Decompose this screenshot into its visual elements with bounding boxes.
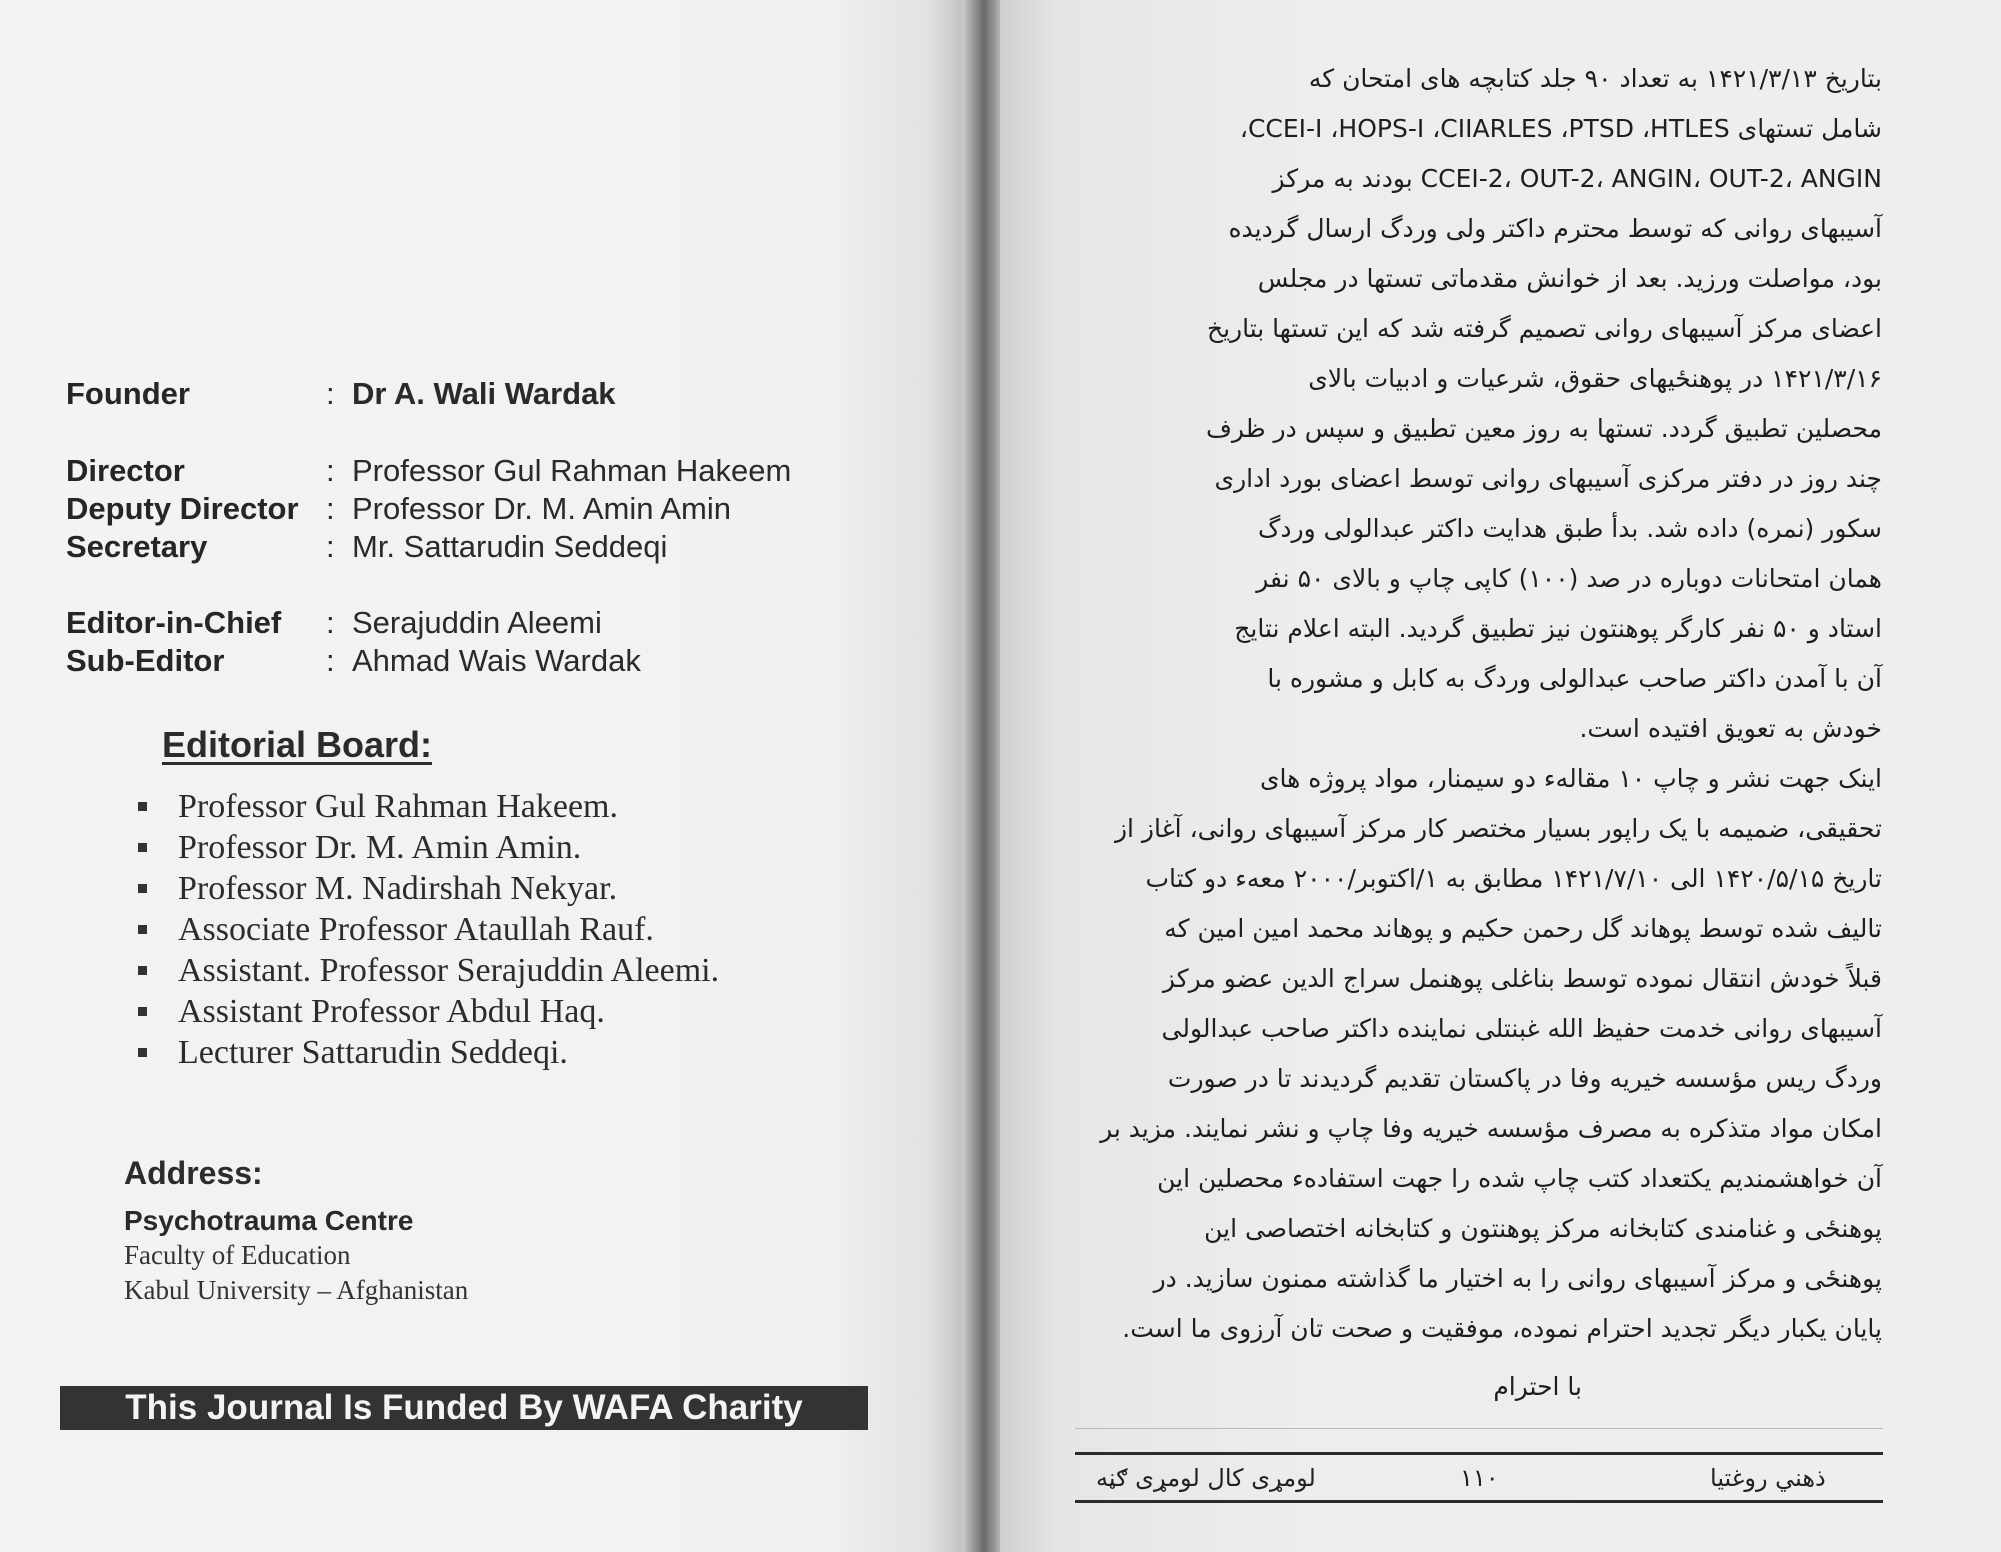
address-line: Kabul University – Afghanistan [124,1275,469,1305]
text-line: وردگ ریس مؤسسه خیریه وفا در پاکستان تقدیم گردیدند تا در صورت [1167,1064,1882,1093]
bullet-icon [138,843,147,852]
colon: : [326,491,335,526]
text-line: محصلین تطبیق گردد. تستها به روز معین تطبیق و سپس در ظرف [1206,414,1882,443]
text-line: قبلاً خودش انتقال نموده توسط بناغلی پوهنمل سراج الدین عضو مرکز [1162,964,1882,993]
role-label: Director [66,453,185,488]
funding-banner: This Journal Is Funded By WAFA Charity [60,1386,868,1430]
editorial-board-title: Editorial Board: [162,724,433,765]
board-member: Professor Dr. M. Amin Amin. [178,829,582,866]
text-line: پوهنځی و مرکز آسیبهای روانی را به اختیار ما گذاشته ممنون سازید. در [1153,1264,1882,1293]
footer-bottom-rule [1075,1500,1883,1503]
left-page [0,0,968,1552]
text-line: تاریخ ۱۴۲۰/۵/۱۵ الی ۱۴۲۱/۷/۱۰ مطابق به ۱/اکتوبر/۲۰۰۰ معهء دو کتاب [1145,864,1882,893]
bullet-icon [138,966,147,975]
text-line: آن با آمدن داکتر صاحب عبدالولی وردگ به کابل و مشوره با [1267,664,1882,693]
text-line: شامل تستهای CCEI-I ،HOPS-I ،CIIARLES ،PTSD ،HTLES، [1239,114,1882,143]
text-line: سکور (نمره) داده شد. بدأ طبق هدایت داکتر عبدالولی وردگ [1258,514,1882,543]
secretary-name: Mr. Sattarudin Seddeqi [352,529,668,564]
closing-salutation: با احترام [1493,1372,1582,1401]
footer-faint-rule [1075,1428,1883,1429]
board-member: Lecturer Sattarudin Seddeqi. [178,1034,568,1071]
colon: : [326,529,335,564]
text-line: خودش به تعویق افتیده است. [1579,714,1882,743]
text-line: آسیبهای روانی خدمت حفیظ الله غبنتلی نماینده داکتر صاحب عبدالولی [1161,1014,1882,1043]
text-line: ۱۴۲۱/۳/۱۶ در پوهنځیهای حقوق، شرعیات و ادبیات بالای [1308,364,1882,393]
footer-volume-label: لومړی کال لومړی ګڼه [1096,1464,1316,1492]
text-line: استاد و ۵۰ نفر کارگر پوهنتون نیز تطبیق گردید. البته اعلام نتایج [1234,614,1882,643]
colon: : [326,605,335,640]
editor-in-chief-name: Serajuddin Aleemi [352,605,602,640]
footer-top-rule [1075,1452,1883,1455]
text-line: CCEI-2، OUT-2، ANGIN، OUT-2، ANGIN بودند به مرکز [1272,164,1882,193]
text-line: تحقیقی، ضمیمه با یک راپور بسیار مختصر کار مرکز آسیبهای روانی، آغاز از [1114,814,1882,843]
bullet-icon [138,884,147,893]
colon: : [326,643,335,678]
text-line: پایان یکبار دیگر تجدید احترام نموده، موفقیت و صحت تان آرزوی ما است. [1122,1314,1882,1343]
role-label: Sub-Editor [66,643,225,678]
bullet-icon [138,925,147,934]
text-line: چند روز در دفتر مرکزی آسیبهای روانی توسط اعضای بورد اداری [1214,464,1882,493]
footer-journal-name: ذهني روغتیا [1710,1464,1826,1492]
board-member: Professor Gul Rahman Hakeem. [178,788,619,825]
bullet-icon [138,1048,147,1057]
text-line: بود، مواصلت ورزید. بعد از خوانش مقدماتی تستها در مجلس [1257,264,1882,293]
text-line: امکان مواد متذکره به مصرف مؤسسه خیریه وفا چاپ و نشر نمایند. مزید بر [1100,1114,1882,1143]
text-line: اینک جهت نشر و چاپ ۱۰ مقالهء دو سیمنار، مواد پروژه های [1259,764,1882,793]
role-label: Founder [66,376,190,411]
board-member: Assistant Professor Abdul Haq. [178,993,605,1030]
bullet-icon [138,1007,147,1016]
text-line: بتاریخ ۱۴۲۱/۳/۱۳ به تعداد ۹۰ جلد کتابچه های امتحان که [1308,64,1882,93]
colon: : [326,453,335,488]
deputy-director-name: Professor Dr. M. Amin Amin [352,491,731,526]
founder-name: Dr A. Wali Wardak [352,376,616,411]
text-line: تالیف شده توسط پوهاند گل رحمن حکیم و پوهاند محمد امین امین که [1164,914,1882,943]
colon: : [326,376,335,411]
text-line: آسیبهای روانی که توسط محترم داکتر ولی وردگ ارسال گردیده [1228,214,1882,243]
board-member: Associate Professor Ataullah Rauf. [178,911,654,948]
sub-editor-name: Ahmad Wais Wardak [352,643,641,678]
footer-page-number: ۱۱۰ [1460,1464,1499,1492]
bullet-icon [138,802,147,811]
address-organization: Psychotrauma Centre [124,1205,414,1236]
text-line: پوهنځی و غنامندی کتابخانه مرکز پوهنتون و کتابخانه اختصاصی این [1204,1214,1882,1243]
text-line: اعضای مرکز آسیبهای روانی تصمیم گرفته شد که این تستها بتاریخ [1206,314,1882,343]
text-line: همان امتحانات دوباره در صد (۱۰۰) کاپی چاپ و بالای ۵۰ نفر [1256,564,1882,593]
text-line: آن خواهشمندیم یکتعداد کتب چاپ شده را جهت استفادهء محصلین این [1157,1164,1882,1193]
address-label: Address: [124,1155,263,1191]
director-name: Professor Gul Rahman Hakeem [352,453,792,488]
role-label: Editor-in-Chief [66,605,282,640]
address-line: Faculty of Education [124,1240,351,1270]
role-label: Secretary [66,529,208,564]
board-member: Professor M. Nadirshah Nekyar. [178,870,618,907]
role-label: Deputy Director [66,491,299,526]
board-member: Assistant. Professor Serajuddin Aleemi. [178,952,720,989]
